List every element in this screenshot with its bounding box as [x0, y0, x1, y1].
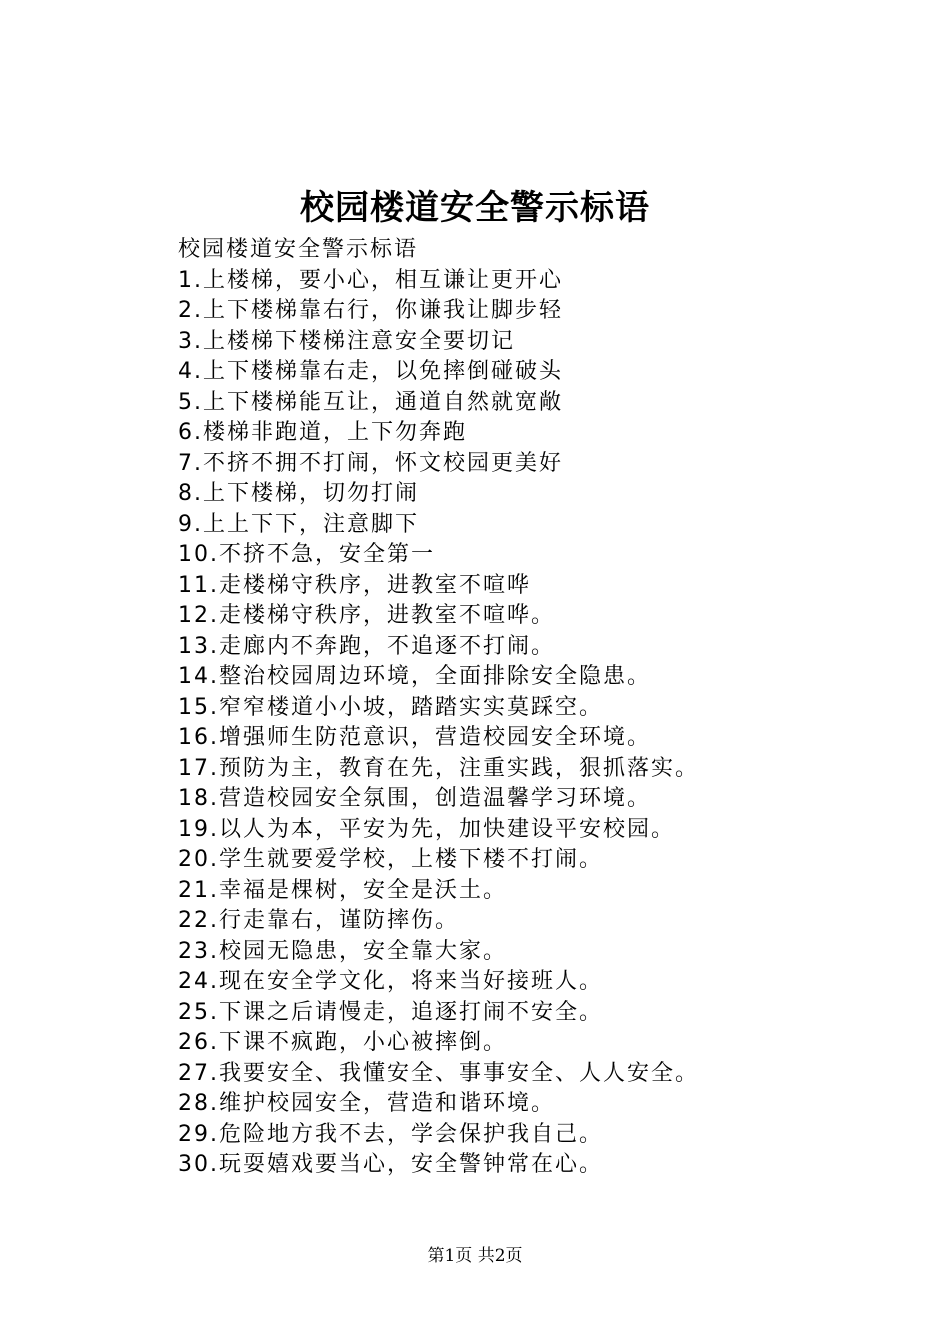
slogan-item: 5.上下楼梯能互让，通道自然就宽敞 — [178, 389, 563, 415]
slogan-item: 11.走楼梯守秩序，进教室不喧哗 — [178, 572, 531, 598]
slogan-item: 22.行走靠右，谨防摔伤。 — [178, 908, 459, 933]
slogan-item: 14.整治校园周边环境，全面排除安全隐患。 — [178, 664, 651, 689]
slogan-item: 25.下课之后请慢走，追逐打闹不安全。 — [178, 999, 603, 1025]
slogan-item: 21.幸福是棵树，安全是沃土。 — [178, 877, 507, 903]
slogan-item: 28.维护校园安全，营造和谐环境。 — [178, 1091, 555, 1116]
slogan-item: 1.上楼梯，要小心，相互谦让更开心 — [178, 267, 563, 293]
slogan-item: 8.上下楼梯，切勿打闹 — [178, 481, 419, 506]
slogan-item: 17.预防为主，教育在先，注重实践，狠抓落实。 — [178, 755, 699, 781]
slogan-item: 15.窄窄楼道小小坡，踏踏实实莫踩空。 — [178, 694, 603, 720]
slogan-item: 30.玩耍嬉戏要当心，安全警钟常在心。 — [178, 1152, 603, 1177]
document-body — [178, 235, 898, 1181]
slogan-item: 27.我要安全、我懂安全、事事安全、人人安全。 — [178, 1060, 699, 1086]
slogan-item: 20.学生就要爱学校，上楼下楼不打闹。 — [178, 847, 603, 872]
slogan-item: 10.不挤不急，安全第一 — [178, 542, 435, 567]
slogan-item: 24.现在安全学文化，将来当好接班人。 — [178, 969, 603, 994]
slogan-item: 6.楼梯非跑道，上下勿奔跑 — [178, 420, 467, 445]
slogan-item: 29.危险地方我不去，学会保护我自己。 — [178, 1121, 603, 1147]
slogan-item: 19.以人为本，平安为先，加快建设平安校园。 — [178, 816, 675, 842]
page-footer: 第1页 共2页 — [427, 1246, 523, 1266]
slogan-item: 12.走楼梯守秩序，进教室不喧哗。 — [178, 603, 555, 628]
slogan-item: 26.下课不疯跑，小心被摔倒。 — [178, 1030, 507, 1055]
slogan-item: 2.上下楼梯靠右行，你谦我让脚步轻 — [178, 298, 563, 323]
slogan-item: 23.校园无隐患，安全靠大家。 — [178, 938, 507, 964]
slogan-item: 18.营造校园安全氛围，创造温馨学习环境。 — [178, 786, 651, 811]
slogan-item: 16.增强师生防范意识，营造校园安全环境。 — [178, 725, 651, 750]
slogan-item: 4.上下楼梯靠右走，以免摔倒碰破头 — [178, 359, 563, 384]
document-subtitle: 校园楼道安全警示标语 — [178, 237, 419, 262]
document-title: 校园楼道安全警示标语 — [300, 188, 650, 228]
slogan-list — [178, 266, 898, 1181]
slogan-item: 3.上楼梯下楼梯注意安全要切记 — [178, 328, 515, 354]
slogan-item: 7.不挤不拥不打闹，怀文校园更美好 — [178, 450, 563, 476]
slogan-item: 9.上上下下，注意脚下 — [178, 511, 419, 537]
slogan-item: 13.走廊内不奔跑，不追逐不打闹。 — [178, 633, 555, 659]
